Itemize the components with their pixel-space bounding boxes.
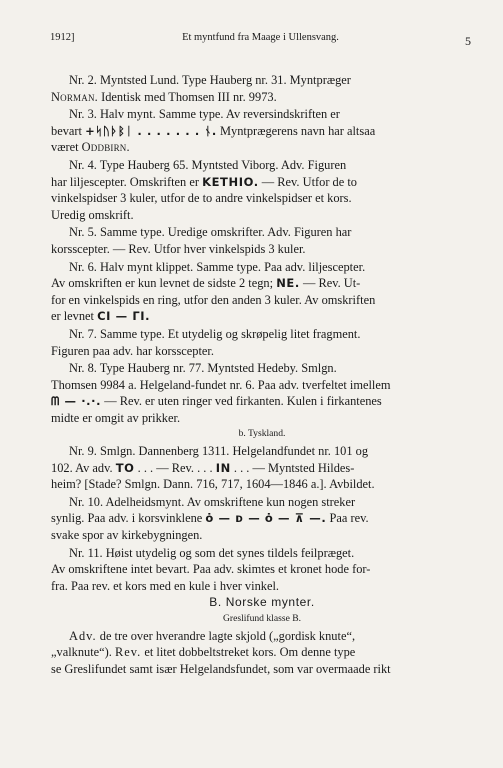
paragraph-nr6: Nr. 6. Halv mynt klippet. Samme type. Paa adv. liljescepter. Av omskriften er kun levnet de sidste 2 tegn; NE. — Rev. Ut- for en vinkelspids en ring, utfor den anden 3 kuler. Av omskriften er levnet CI — ΓI. bbox=[51, 259, 376, 324]
coin-symbols: ȯ — ᴅ — ȯ — ⊼ —. bbox=[205, 511, 327, 526]
paragraph-nr9: Nr. 9. Smlgn. Dannenberg 1311. Helgelandfundet nr. 101 og 102. Av adv. TO . . . — Rev. . . . IN . . . — Myntsted Hildes- heim? [Stade? Smlgn. Dann. 716, 717, 1604—1846 a.]. Avbildet. bbox=[51, 444, 375, 492]
paragraph-nr5: Nr. 5. Samme type. Uredige omskrifter. Adv. Figuren har korsscepter. — Rev. Utfor hver vinkelspids 3 kuler. bbox=[51, 225, 352, 256]
paragraph-norske: Adv. de tre over hverandre lagte skjold („gordisk knute“, „valknute“). Rev. et litet dobbeltstreket kors. Om denne type se Greslifundet samt især Helgelandsfundet, som var overmaade rikt bbox=[51, 628, 391, 676]
volume-year: 1912] bbox=[50, 32, 75, 43]
paragraph-nr11: Nr. 11. Høist utydelig og som det synes tildels feilpræget. Av omskriftene intet bevart. Paa adv. skimtes et kronet hode for- fra. Paa rev. et kors med en kule i hver vinkel. bbox=[51, 545, 371, 593]
paragraph-nr3: Nr. 3. Halv mynt. Samme type. Av reversindskriften er bevart +ᛋᚢᚦᛒᛁ . . . . . . . ᚾ. Myntprægerens navn har altsaa været Oddbirn. bbox=[51, 107, 376, 155]
running-title: Et myntfund fra Maage i Ullensvang. bbox=[182, 32, 339, 43]
running-header bbox=[50, 32, 471, 46]
section-subheading: Greslifund klasse B. bbox=[222, 613, 302, 624]
page-number: 5 bbox=[465, 34, 471, 48]
section-heading: B. Norske mynter. bbox=[209, 595, 315, 610]
body-text bbox=[51, 72, 473, 677]
coin-legend: NE. bbox=[276, 276, 300, 291]
minter-name: Oddbirn. bbox=[81, 140, 130, 155]
coin-legend: CI — ΓI. bbox=[97, 309, 151, 324]
coin-legend: IN bbox=[215, 460, 231, 475]
paragraph-nr10: Nr. 10. Adelheidsmynt. Av omskriftene kun nogen streker synlig. Paa adv. i korsvinklene ȯ — ᴅ — ȯ — ⊼ —. Paa rev. svake spor av kirkebygningen. bbox=[51, 494, 369, 543]
minter-name: Norman. bbox=[51, 89, 98, 104]
paragraph-nr8: Nr. 8. Type Hauberg nr. 77. Myntsted Hedeby. Smlgn. Thomsen 9984 a. Helgeland-fundet nr. 6. Paa adv. tverfeltet imellem ᗰ — ·.·. — Rev. er uten ringer ved firkanten. Kulen i firkantenes midte er omgit av prikker. bbox=[51, 361, 391, 425]
coin-legend: TO bbox=[115, 460, 135, 475]
coin-legend: KETHIO. bbox=[202, 174, 259, 189]
subsection-heading: b. Tyskland. bbox=[238, 428, 286, 440]
paragraph-nr2: Nr. 2. Myntsted Lund. Type Hauberg nr. 31. Myntpræger Norman. Identisk med Thomsen III nr. 9973. bbox=[51, 73, 351, 104]
runic-inscription: +ᛋᚢᚦᛒᛁ . . . . . . . ᚾ. bbox=[85, 123, 217, 138]
paragraph-nr4: Nr. 4. Type Hauberg 65. Myntsted Viborg. Adv. Figuren har liljescepter. Omskriften er KETHIO. — Rev. Utfor de to vinkelspidser 3 kuler, utfor de to andre vinkelspidser et kors. Uredig omskrift. bbox=[51, 157, 357, 222]
coin-symbol: ᗰ — ·.·. bbox=[51, 394, 102, 409]
paragraph-nr7: Nr. 7. Samme type. Et utydelig og skrøpelig litet fragment. Figuren paa adv. har korsscepter. bbox=[51, 326, 361, 358]
